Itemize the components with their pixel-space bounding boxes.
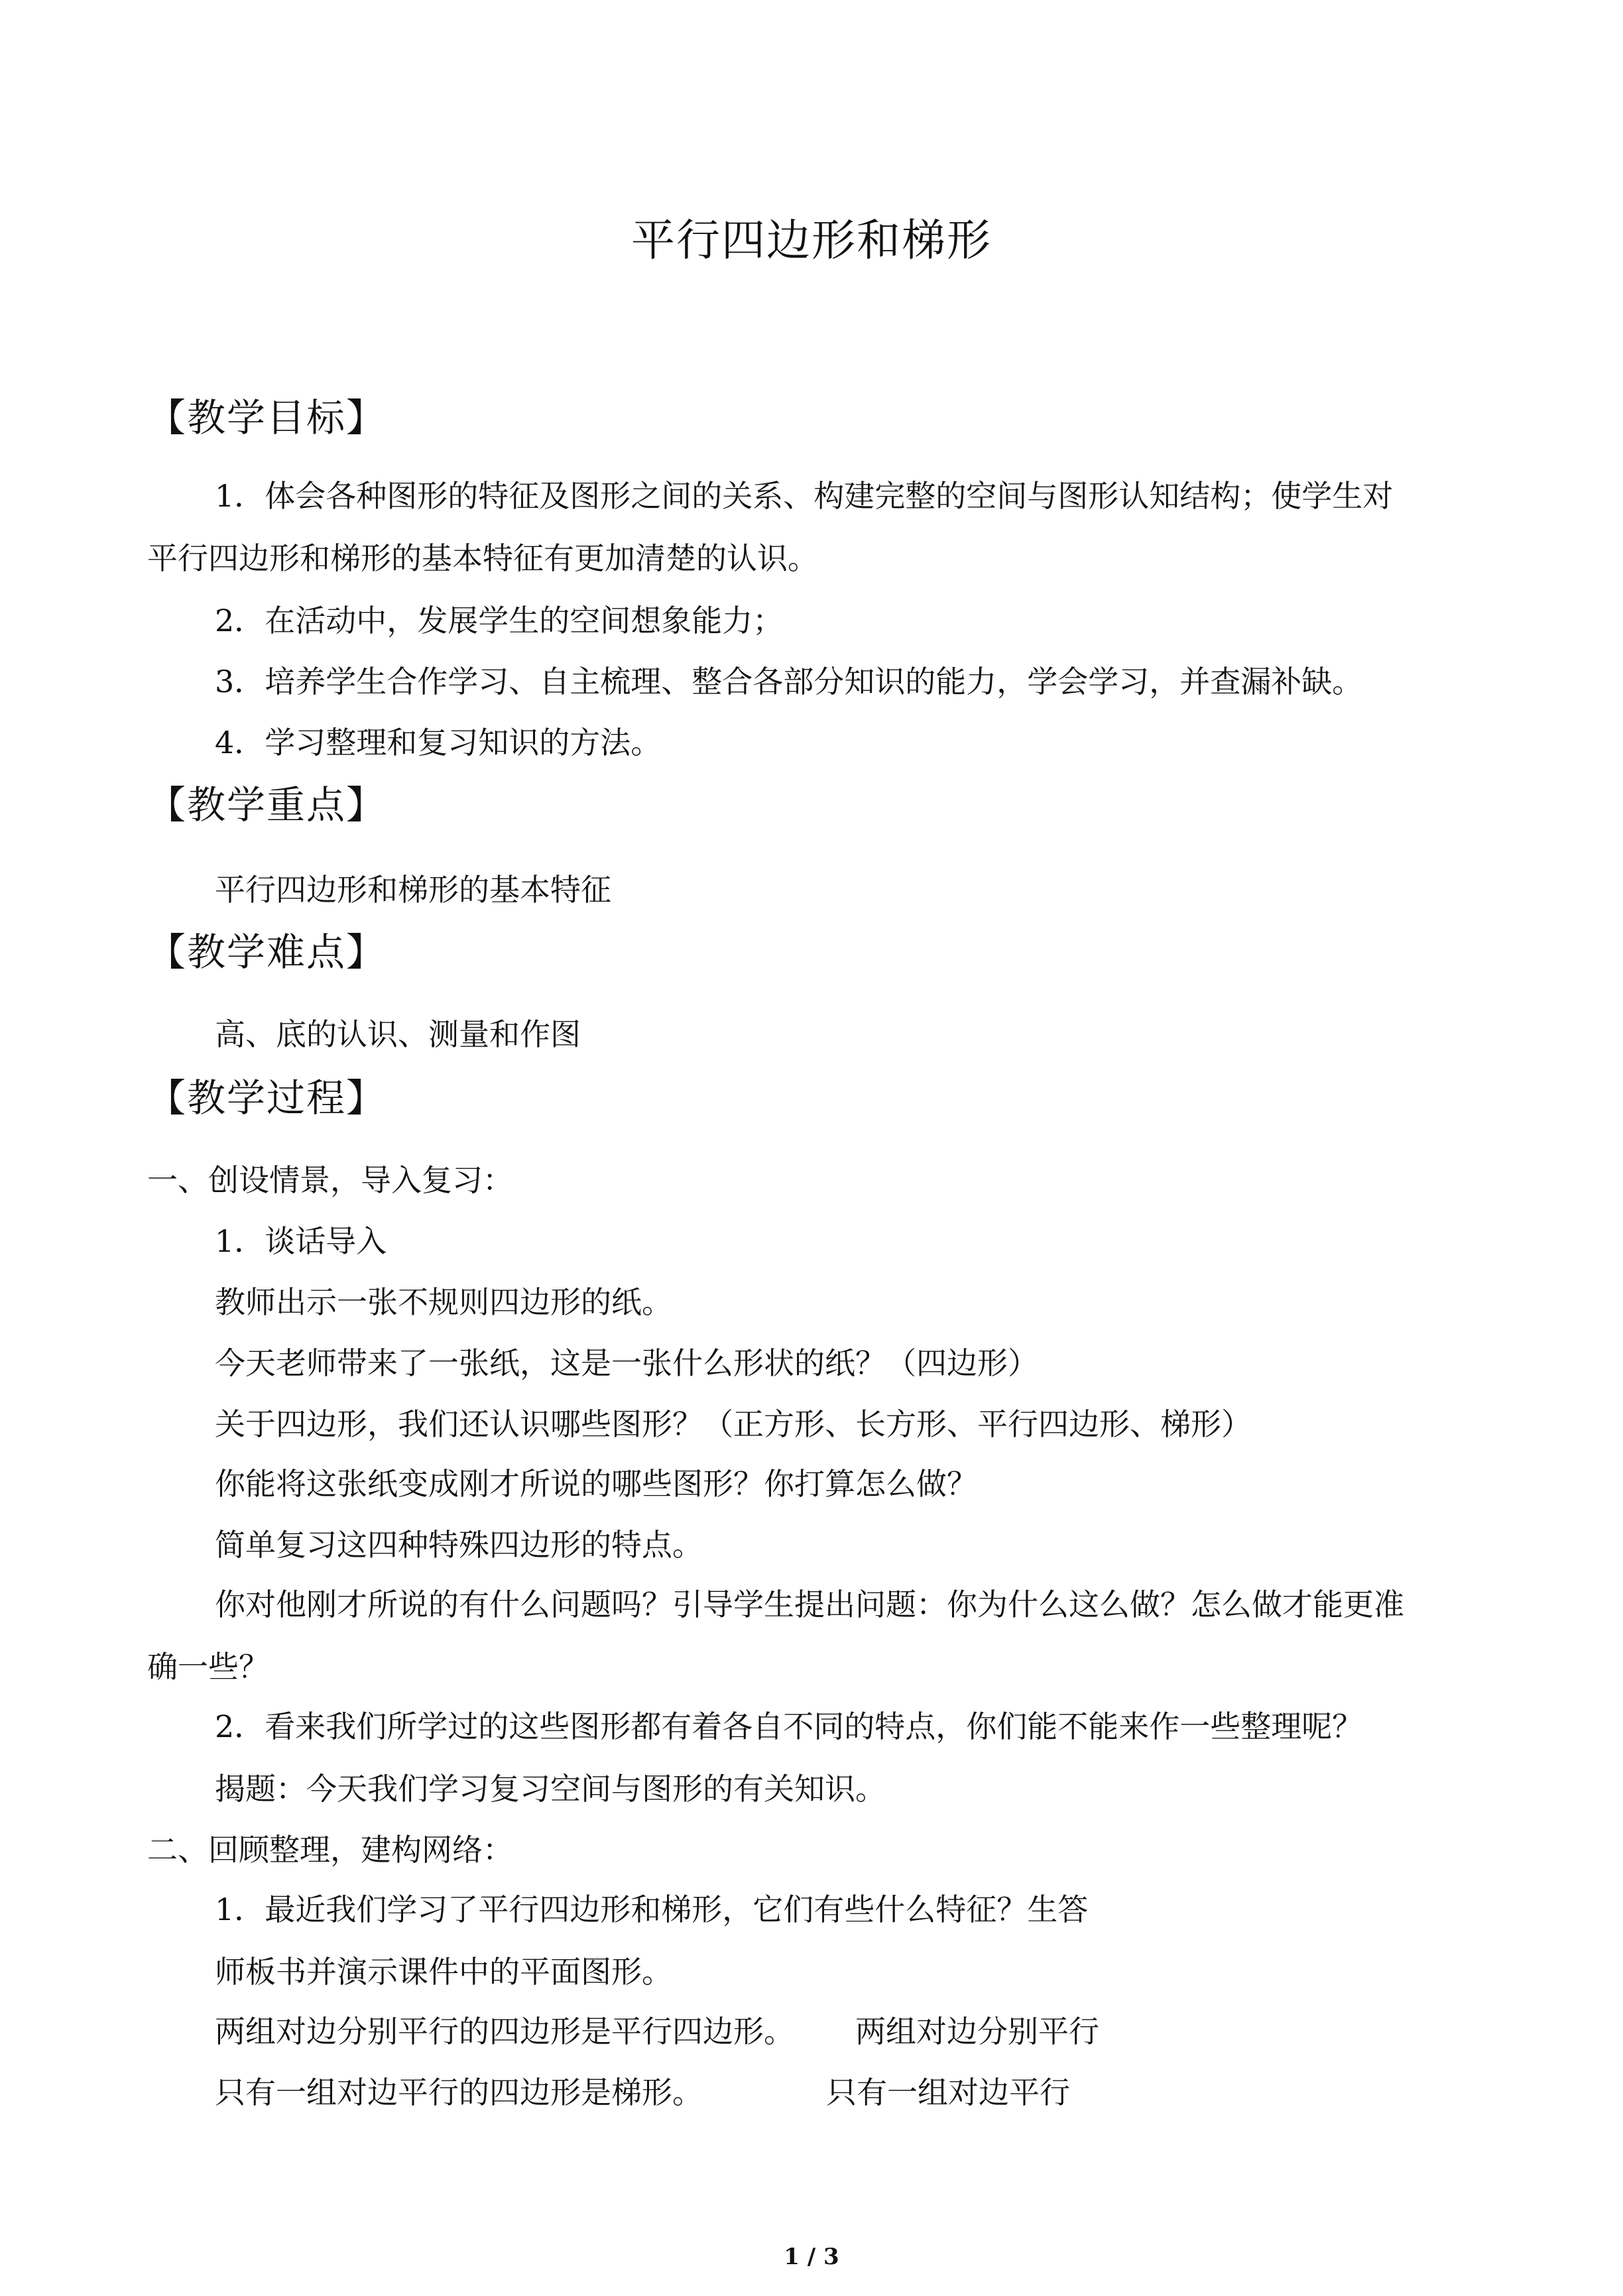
process-part-1-line-7: 你对他刚才所说的有什么问题吗？引导学生提出问题：你为什么这么做？怎么做才能更准 bbox=[215, 1587, 1404, 1622]
process-part-2-line-4: 只有一组对边平行的四边形是梯形。 bbox=[215, 2075, 703, 2110]
objective-item-1-line-2: 平行四边形和梯形的基本特征有更加清楚的认识。 bbox=[147, 540, 818, 576]
section-heading-difficulties: 【教学难点】 bbox=[147, 930, 387, 975]
process-part-2-line-3: 两组对边分别平行的四边形是平行四边形。 bbox=[215, 2014, 794, 2049]
process-part-1-line-8: 2．看来我们所学过的这些图形都有着各自不同的特点，你们能不能来作一些整理呢？ bbox=[215, 1709, 1363, 1744]
process-part-1-line-9: 揭题：今天我们学习复习空间与图形的有关知识。 bbox=[215, 1771, 886, 1807]
difficulties-text: 高、底的认识、测量和作图 bbox=[215, 1016, 581, 1052]
key-points-text: 平行四边形和梯形的基本特征 bbox=[215, 872, 611, 908]
section-heading-process: 【教学过程】 bbox=[147, 1075, 387, 1120]
process-part-1-line-4: 关于四边形，我们还认识哪些图形？（正方形、长方形、平行四边形、梯形） bbox=[215, 1406, 1252, 1442]
objective-item-1-line-1: 1．体会各种图形的特征及图形之间的关系、构建完整的空间与图形认知结构；使学生对 bbox=[215, 478, 1394, 514]
objective-item-4: 4．学习整理和复习知识的方法。 bbox=[215, 725, 662, 760]
page-number: 1 / 3 bbox=[784, 2244, 839, 2270]
process-part-1-line-2: 教师出示一张不规则四边形的纸。 bbox=[215, 1284, 672, 1320]
process-part-1-line-5: 你能将这张纸变成刚才所说的哪些图形？你打算怎么做？ bbox=[215, 1466, 977, 1502]
objective-item-2: 2．在活动中，发展学生的空间想象能力； bbox=[215, 603, 784, 638]
process-part-1-title: 一、创设情景，导入复习： bbox=[147, 1162, 513, 1198]
section-heading-objectives: 【教学目标】 bbox=[147, 395, 387, 440]
process-part-1-line-1: 1．谈话导入 bbox=[215, 1223, 387, 1259]
process-part-1-line-3: 今天老师带来了一张纸，这是一张什么形状的纸？（四边形） bbox=[215, 1345, 1038, 1381]
section-heading-key-points: 【教学重点】 bbox=[147, 782, 387, 827]
document-title: 平行四边形和梯形 bbox=[631, 215, 992, 266]
process-part-2-line-2: 师板书并演示课件中的平面图形。 bbox=[215, 1954, 672, 1990]
process-part-2-title: 二、回顾整理，建构网络： bbox=[147, 1832, 513, 1868]
process-part-1-line-6: 简单复习这四种特殊四边形的特点。 bbox=[215, 1527, 703, 1563]
process-part-2-line-4-note: 只有一组对边平行 bbox=[826, 2075, 1070, 2110]
process-part-2-line-3-note: 两组对边分别平行 bbox=[855, 2014, 1099, 2049]
process-part-2-line-1: 1．最近我们学习了平行四边形和梯形，它们有些什么特征？生答 bbox=[215, 1892, 1089, 1927]
objective-item-3: 3．培养学生合作学习、自主梳理、整合各部分知识的能力，学会学习，并查漏补缺。 bbox=[215, 664, 1363, 699]
process-part-1-line-7-cont: 确一些？ bbox=[147, 1649, 269, 1685]
